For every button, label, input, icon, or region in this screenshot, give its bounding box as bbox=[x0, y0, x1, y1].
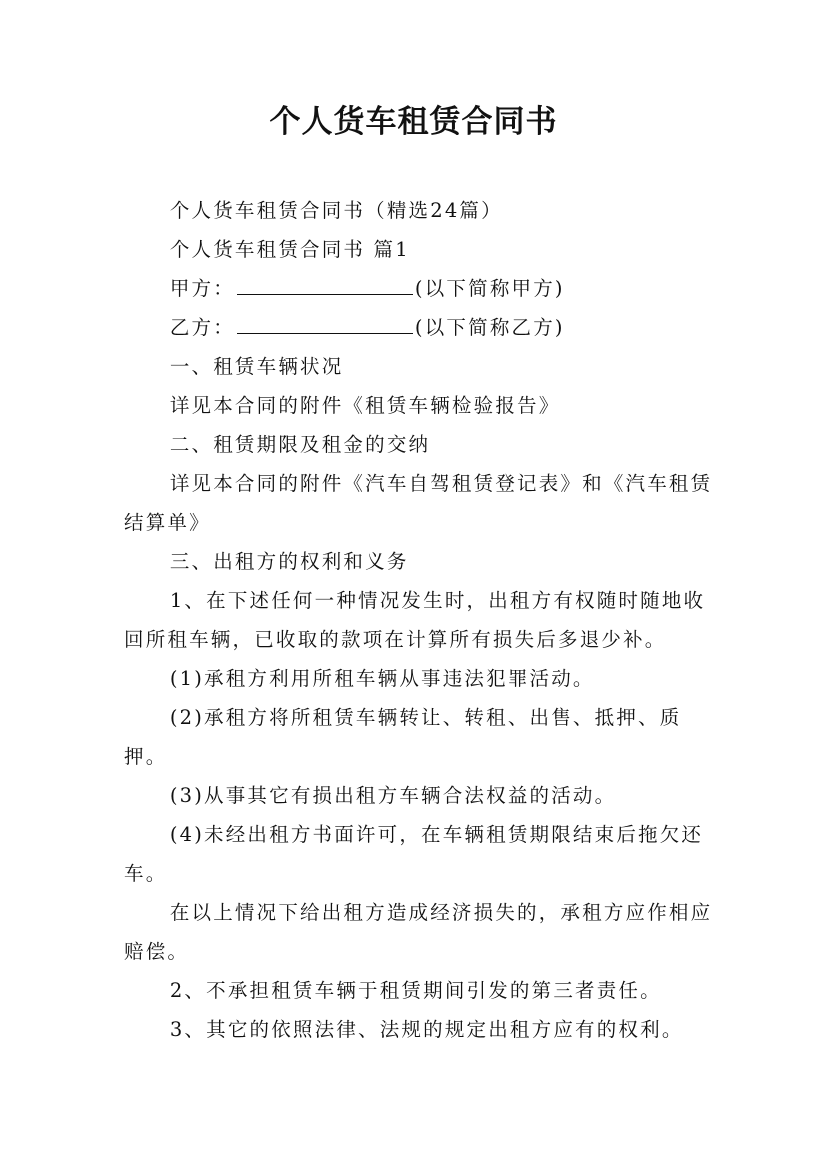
party-b-suffix: (以下简称乙方) bbox=[414, 316, 565, 339]
document-title: 个人货车租赁合同书 bbox=[269, 104, 558, 140]
clause-1-item-3: (3)从事其它有损出租方车辆合法权益的活动。 bbox=[169, 784, 617, 807]
section1-text: 详见本合同的附件《租赁车辆检验报告》 bbox=[169, 394, 561, 417]
party-b-line bbox=[124, 308, 714, 347]
section3-heading: 三、出租方的权利和义务 bbox=[169, 550, 409, 573]
party-a-suffix: (以下简称甲方) bbox=[414, 277, 565, 300]
subtitle-paragraph: 个人货车租赁合同书（精选24篇） bbox=[169, 199, 503, 222]
clause-1-item-2: (2)承租方将所租赁车辆转让、转租、出售、抵押、质押。 bbox=[124, 706, 682, 768]
section2-heading: 二、租赁期限及租金的交纳 bbox=[169, 433, 431, 456]
section2-text: 详见本合同的附件《汽车自驾租赁登记表》和《汽车租赁结算单》 bbox=[124, 472, 713, 534]
clause-3: 3、其它的依照法律、法规的规定出租方应有的权利。 bbox=[169, 1018, 684, 1041]
clause-1: 1、在下述任何一种情况发生时，出租方有权随时随地收回所租车辆，已收取的款项在计算所有损失后多退少补。 bbox=[124, 589, 706, 651]
party-a-label: 甲方： bbox=[169, 277, 235, 300]
party-a-blank bbox=[237, 274, 413, 295]
clause-2: 2、不承担租赁车辆于租赁期间引发的第三者责任。 bbox=[169, 979, 662, 1002]
party-b-blank bbox=[237, 313, 413, 334]
part-heading: 个人货车租赁合同书 篇1 bbox=[169, 238, 410, 261]
document-body bbox=[124, 191, 714, 1049]
party-a-line bbox=[124, 269, 714, 308]
compensation-paragraph: 在以上情况下给出租方造成经济损失的，承租方应作相应赔偿。 bbox=[124, 901, 713, 963]
clause-1-item-1: (1)承租方利用所租车辆从事违法犯罪活动。 bbox=[169, 667, 595, 690]
party-b-label: 乙方： bbox=[169, 316, 235, 339]
section1-heading: 一、租赁车辆状况 bbox=[169, 355, 344, 378]
clause-1-item-4: (4)未经出租方书面许可，在车辆租赁期限结束后拖欠还车。 bbox=[124, 823, 704, 885]
